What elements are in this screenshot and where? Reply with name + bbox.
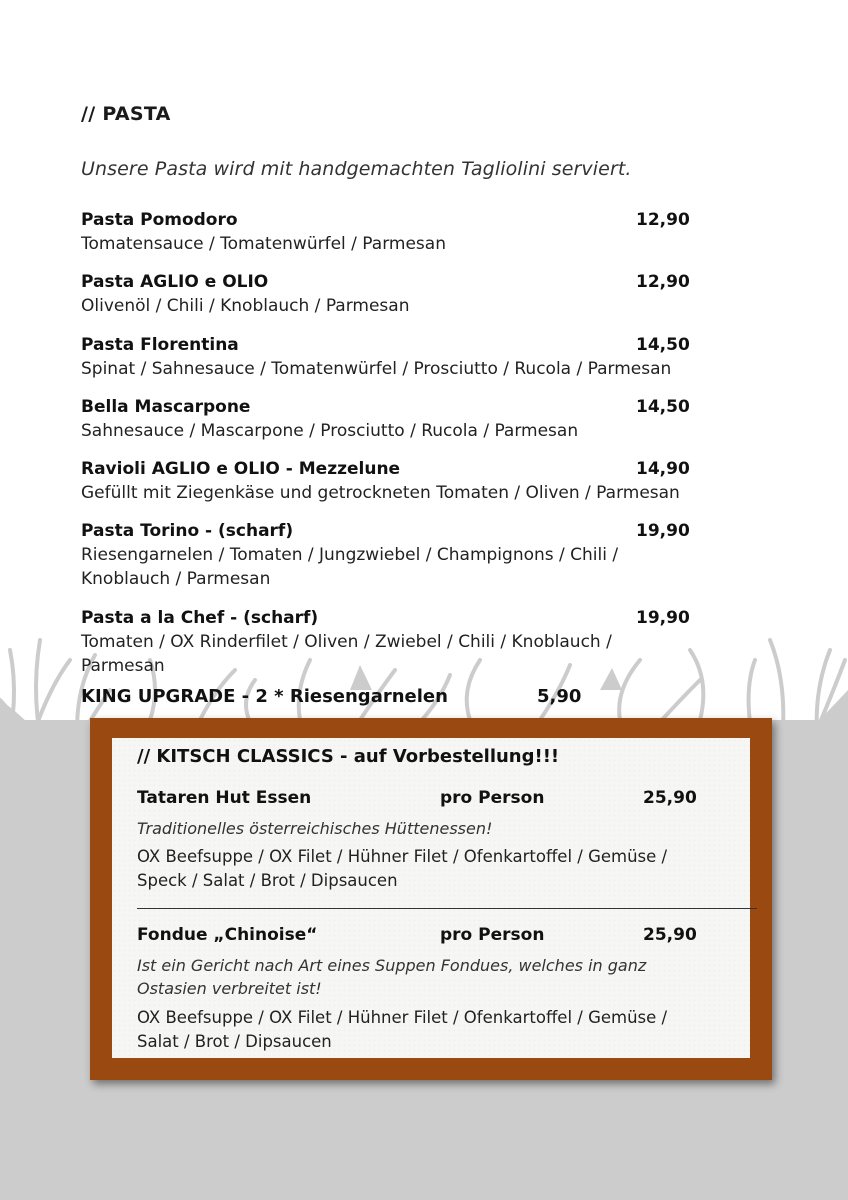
- section-title: // PASTA: [81, 103, 171, 125]
- menu-item: [81, 270, 741, 318]
- upgrade-price: 5,90: [537, 686, 582, 707]
- menu-item: [81, 519, 741, 591]
- item-description: Tomaten / OX Rinderfilet / Oliven / Zwiebel / Chili / Knoblauch / Parmesan: [81, 632, 612, 676]
- item-name: Pasta AGLIO e OLIO: [81, 272, 269, 292]
- item-name: Bella Mascarpone: [81, 397, 251, 417]
- item-description: Spinat / Sahnesauce / Tomatenwürfel / Prosciutto / Rucola / Parmesan: [81, 359, 672, 379]
- classics-item-note: Ist ein Gericht nach Art eines Suppen Fondues, welches in ganz Ostasien verbreitet ist!: [137, 956, 647, 998]
- menu-item: [81, 333, 741, 381]
- item-name: Pasta Torino - (scharf): [81, 521, 294, 541]
- classics-title: // KITSCH CLASSICS - auf Vorbestellung!!!: [137, 746, 560, 767]
- item-name: Pasta a la Chef - (scharf): [81, 608, 319, 628]
- classics-divider: [137, 908, 757, 909]
- classics-item-per-person: pro Person: [440, 925, 545, 945]
- menu-item: [81, 208, 741, 256]
- item-price: 14,90: [636, 459, 690, 479]
- menu-item: [81, 606, 741, 678]
- item-price: 12,90: [636, 210, 690, 230]
- item-name: Pasta Pomodoro: [81, 210, 238, 230]
- item-description: Gefüllt mit Ziegenkäse und getrockneten Tomaten / Oliven / Parmesan: [81, 483, 680, 503]
- classics-item-name: Fondue „Chinoise“: [137, 925, 318, 945]
- item-name: Ravioli AGLIO e OLIO - Mezzelune: [81, 459, 401, 479]
- item-price: 14,50: [636, 335, 690, 355]
- item-price: 14,50: [636, 397, 690, 417]
- classics-item-note: Traditionelles österreichisches Hüttenessen!: [137, 819, 493, 838]
- classics-item-price: 25,90: [643, 788, 697, 808]
- item-name: Pasta Florentina: [81, 335, 239, 355]
- item-description: Sahnesauce / Mascarpone / Prosciutto / Rucola / Parmesan: [81, 421, 579, 441]
- classics-item-name: Tataren Hut Essen: [137, 788, 312, 808]
- menu-item: [81, 457, 741, 505]
- classics-item-per-person: pro Person: [440, 788, 545, 808]
- item-description: Riesengarnelen / Tomaten / Jungzwiebel / Champignons / Chili / Knoblauch / Parmesan: [81, 545, 619, 589]
- upgrade-label: KING UPGRADE - 2 * Riesengarnelen: [81, 686, 448, 707]
- classics-item-description: OX Beefsuppe / OX Filet / Hühner Filet / Ofenkartoffel / Gemüse / Speck / Salat / Brot / Dipsaucen: [137, 847, 668, 890]
- item-description: Tomatensauce / Tomatenwürfel / Parmesan: [81, 234, 446, 254]
- item-description: Olivenöl / Chili / Knoblauch / Parmesan: [81, 296, 410, 316]
- item-price: 19,90: [636, 608, 690, 628]
- item-price: 19,90: [636, 521, 690, 541]
- menu-item: [81, 395, 741, 443]
- section-intro: Unsere Pasta wird mit handgemachten Tagliolini serviert.: [81, 158, 632, 180]
- classics-item-price: 25,90: [643, 925, 697, 945]
- item-price: 12,90: [636, 272, 690, 292]
- classics-item-description: OX Beefsuppe / OX Filet / Hühner Filet / Ofenkartoffel / Gemüse / Salat / Brot / Dipsaucen: [137, 1008, 668, 1051]
